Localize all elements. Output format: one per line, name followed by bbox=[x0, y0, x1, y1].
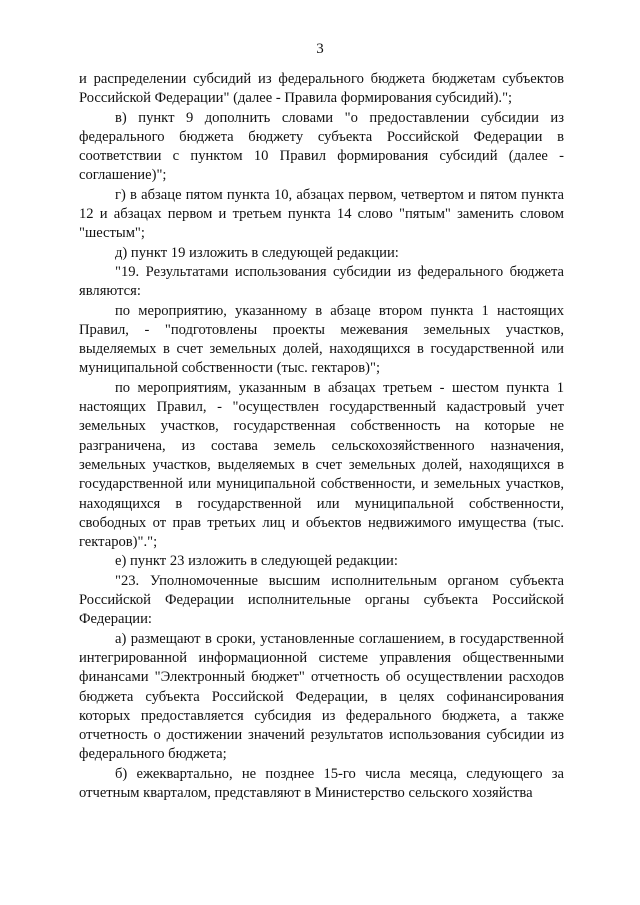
paragraph-clause-19: "19. Результатами использования субсидии из федерального бюджета являются: bbox=[79, 263, 564, 300]
paragraph-clause-19-part-1: по мероприятию, указанному в абзаце втором пункта 1 настоящих Правил, - "подготовлены проекты межевания земельных участков, выделяемых в счет земельных долей, находящихся в государственной или муниципальной собственности (тыс. гектаров)"; bbox=[79, 302, 564, 377]
paragraph-clause-19-part-2: по мероприятиям, указанным в абзацах третьем - шестом пункта 1 настоящих Правил, - "осуществлен государственный кадастровый учет земельных участков, государственная собственность на которые не разграничена, из состава земель сельскохозяйственного назначения, земельных участков, выделяемых в счет земельных долей, находящихся в государственной или муниципальной собственности, и земельных участков, находящихся в государственной или муниципальной собственности, свободных от прав третьих лиц и объектов недвижимого имущества (тыс. гектаров)"."; bbox=[79, 379, 564, 551]
paragraph-item-v: в) пункт 9 дополнить словами "о предоставлении субсидии из федерального бюджета бюджету субъекта Российской Федерации в соответствии с пунктом 10 Правил формирования субсидий (далее - соглашение)"; bbox=[79, 109, 564, 184]
paragraph-item-e: е) пункт 23 изложить в следующей редакции: bbox=[115, 553, 398, 570]
page-number: 3 bbox=[316, 41, 324, 57]
document-body bbox=[79, 70, 564, 803]
paragraph-item-g: г) в абзаце пятом пункта 10, абзацах первом, четвертом и пятом пункта 12 и абзацах первом и третьем пункта 14 слово "пятым" заменить словом "шестым"; bbox=[79, 186, 564, 242]
paragraph-clause-23-a: а) размещают в сроки, установленные соглашением, в государственной интегрированной информационной системе управления общественными финансами "Электронный бюджет" отчетность об осуществлении расходов бюджета субъекта Российской Федерации, в целях софинансирования которых предоставляется субсидия из федерального бюджета, а также отчетность о достижении значений результатов использования субсидии из федерального бюджета; bbox=[79, 630, 564, 763]
paragraph-clause-23: "23. Уполномоченные высшим исполнительным органом субъекта Российской Федерации исполнительные органы субъекта Российской Федерации: bbox=[79, 572, 564, 628]
paragraph-clause-23-b: б) ежеквартально, не позднее 15-го числа месяца, следующего за отчетным кварталом, представляют в Министерство сельского хозяйства bbox=[79, 765, 564, 801]
paragraph-item-d: д) пункт 19 изложить в следующей редакции: bbox=[115, 244, 399, 261]
paragraph-continuation: и распределении субсидий из федерального бюджета бюджетам субъектов Российской Федерации" (далее - Правила формирования субсидий)."; bbox=[79, 71, 564, 107]
